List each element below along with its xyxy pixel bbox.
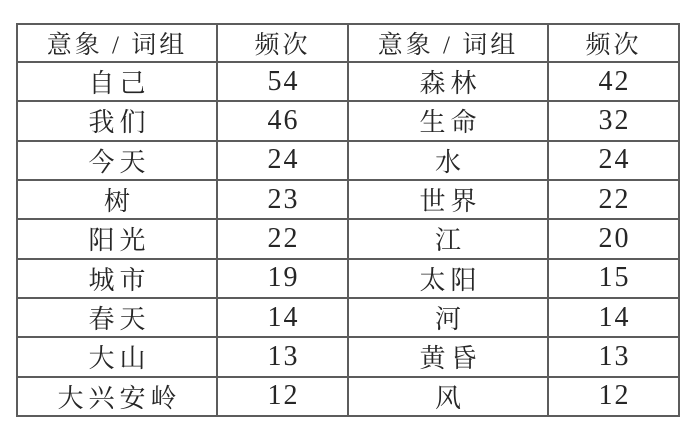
- freq-cell: 22: [217, 219, 348, 258]
- word-cell: 春天: [17, 298, 217, 337]
- freq-cell: 24: [548, 141, 679, 180]
- freq-cell: 32: [548, 101, 679, 140]
- freq-cell: 12: [548, 377, 679, 416]
- frequency-table: [16, 23, 680, 417]
- header-imagery-right: 意象 / 词组: [348, 24, 548, 62]
- freq-cell: 19: [217, 259, 348, 298]
- freq-cell: 13: [217, 337, 348, 376]
- freq-cell: 22: [548, 180, 679, 219]
- word-cell: 水: [348, 141, 548, 180]
- freq-cell: 13: [548, 337, 679, 376]
- table-row: [17, 180, 679, 219]
- freq-cell: 14: [217, 298, 348, 337]
- freq-cell: 15: [548, 259, 679, 298]
- table-row: [17, 62, 679, 101]
- header-frequency-right: 频次: [548, 24, 679, 62]
- table-row: [17, 337, 679, 376]
- header-row: [17, 24, 679, 62]
- freq-cell: 24: [217, 141, 348, 180]
- word-cell: 我们: [17, 101, 217, 140]
- table-row: [17, 219, 679, 258]
- word-cell: 江: [348, 219, 548, 258]
- word-cell: 城市: [17, 259, 217, 298]
- freq-cell: 12: [217, 377, 348, 416]
- table-row: [17, 298, 679, 337]
- word-cell: 阳光: [17, 219, 217, 258]
- word-cell: 大山: [17, 337, 217, 376]
- table-row: [17, 101, 679, 140]
- word-cell: 世界: [348, 180, 548, 219]
- freq-cell: 20: [548, 219, 679, 258]
- word-cell: 黄昏: [348, 337, 548, 376]
- freq-cell: 42: [548, 62, 679, 101]
- word-cell: 生命: [348, 101, 548, 140]
- table-row: [17, 377, 679, 416]
- word-cell: 河: [348, 298, 548, 337]
- word-cell: 太阳: [348, 259, 548, 298]
- freq-cell: 23: [217, 180, 348, 219]
- word-cell: 风: [348, 377, 548, 416]
- header-frequency-left: 频次: [217, 24, 348, 62]
- header-imagery-left: 意象 / 词组: [17, 24, 217, 62]
- word-cell: 树: [17, 180, 217, 219]
- table-row: [17, 259, 679, 298]
- word-cell: 今天: [17, 141, 217, 180]
- word-cell: 自己: [17, 62, 217, 101]
- freq-cell: 46: [217, 101, 348, 140]
- freq-cell: 54: [217, 62, 348, 101]
- word-cell: 大兴安岭: [17, 377, 217, 416]
- table-row: [17, 141, 679, 180]
- freq-cell: 14: [548, 298, 679, 337]
- word-cell: 森林: [348, 62, 548, 101]
